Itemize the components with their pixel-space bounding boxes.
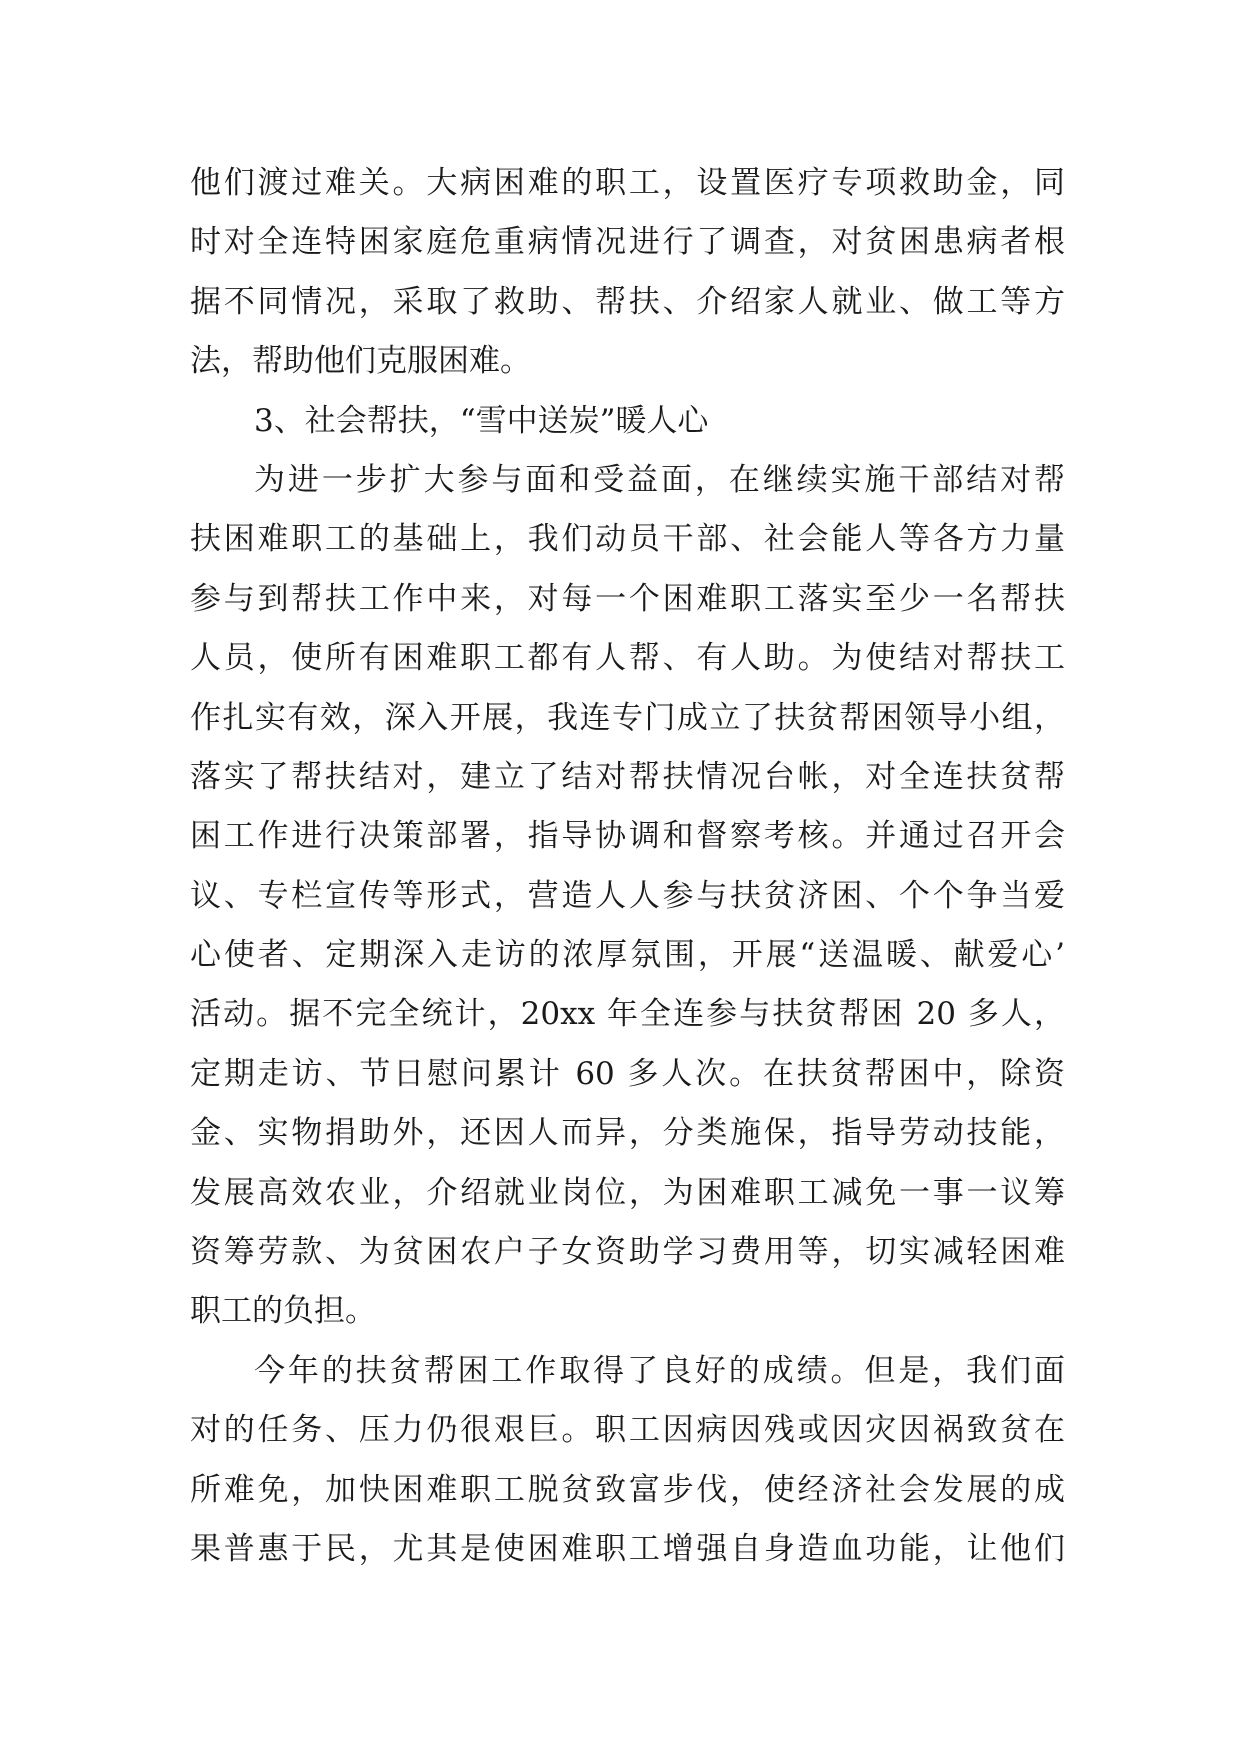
text-line: 所难免，加快困难职工脱贫致富步伐，使经济社会发展的成 xyxy=(190,1471,1065,1508)
text-line: 议、专栏宣传等形式，营造人人参与扶贫济困、个个争当爱 xyxy=(190,877,1065,914)
text-line: 金、实物捐助外，还因人而异，分类施保，指导劳动技能， xyxy=(190,1115,1065,1152)
text-line: 果普惠于民，尤其是使困难职工增强自身造血功能，让他们 xyxy=(190,1530,1065,1567)
text-line: 对的任务、压力仍很艰巨。职工因病因残或因灾因祸致贫在 xyxy=(190,1412,1065,1449)
text-line: 今年的扶贫帮困工作取得了良好的成绩。但是，我们面 xyxy=(254,1352,1065,1389)
text-line: 职工的负担。 xyxy=(190,1293,376,1330)
text-line: 活动。据不完全统计，20xx 年全连参与扶贫帮困 20 多人， xyxy=(190,996,1065,1033)
text-line: 扶困难职工的基础上，我们动员干部、社会能人等各方力量 xyxy=(190,521,1065,558)
section-heading: 3、社会帮扶，“雪中送炭”暖人心 xyxy=(254,402,709,439)
text-line: 参与到帮扶工作中来，对每一个困难职工落实至少一名帮扶 xyxy=(190,580,1065,617)
text-line: 困工作进行决策部署，指导协调和督察考核。并通过召开会 xyxy=(190,818,1065,855)
text-line: 时对全连特困家庭危重病情况进行了调查，对贫困患病者根 xyxy=(190,224,1065,261)
text-line: 法，帮助他们克服困难。 xyxy=(190,343,531,380)
text-line: 人员，使所有困难职工都有人帮、有人助。为使结对帮扶工 xyxy=(190,640,1065,677)
text-line: 为进一步扩大参与面和受益面，在继续实施干部结对帮 xyxy=(254,461,1065,498)
text-line: 定期走访、节日慰问累计 60 多人次。在扶贫帮困中，除资 xyxy=(190,1055,1065,1092)
text-line: 发展高效农业，介绍就业岗位，为困难职工减免一事一议筹 xyxy=(190,1174,1065,1211)
document-body xyxy=(190,154,1065,1579)
text-line: 落实了帮扶结对，建立了结对帮扶情况台帐，对全连扶贫帮 xyxy=(190,758,1065,795)
text-line: 资筹劳款、为贫困农户子女资助学习费用等，切实减轻困难 xyxy=(190,1234,1065,1271)
text-line: 据不同情况，采取了救助、帮扶、介绍家人就业、做工等方 xyxy=(190,283,1065,320)
text-line: 作扎实有效，深入开展，我连专门成立了扶贫帮困领导小组， xyxy=(190,699,1065,736)
text-line: 心使者、定期深入走访的浓厚氛围，开展“送温暖、献爱心’ xyxy=(190,937,1065,974)
text-line: 他们渡过难关。大病困难的职工，设置医疗专项救助金，同 xyxy=(190,165,1065,201)
